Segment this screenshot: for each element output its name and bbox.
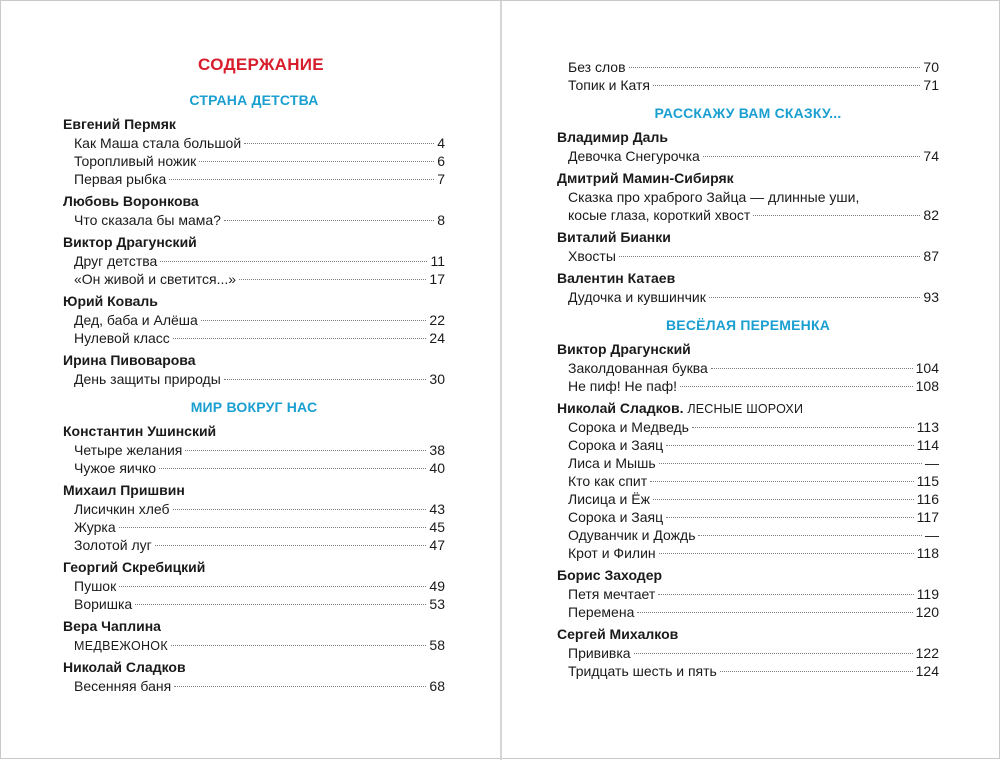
entry-page: 43 (429, 501, 445, 517)
toc-entry (557, 76, 939, 94)
entry-page: 4 (437, 135, 445, 151)
dot-leader (244, 143, 434, 144)
dot-leader (720, 671, 913, 672)
entry-title: Девочка Снегурочка (568, 148, 700, 164)
dot-leader (159, 468, 426, 469)
entry-title: День защиты природы (74, 371, 221, 387)
toc-entry-line (557, 206, 939, 224)
entry-page: 58 (429, 637, 445, 653)
toc-entry (557, 188, 939, 224)
dot-leader (629, 67, 921, 68)
dot-leader (650, 481, 914, 482)
author-name: Сергей Михалков (557, 626, 679, 642)
entry-title: Без слов (568, 59, 626, 75)
entry-title: «Он живой и светится...» (74, 271, 237, 287)
author-group (557, 228, 939, 265)
dot-leader (224, 220, 434, 221)
toc-entry (63, 134, 445, 152)
author-name: Юрий Коваль (63, 293, 158, 309)
dot-leader (224, 379, 427, 380)
author-group (557, 625, 939, 680)
toc-entry (63, 211, 445, 229)
toc-entry-line (557, 188, 939, 206)
entry-page: 45 (429, 519, 445, 535)
entry-page: 124 (915, 663, 939, 679)
page-gutter (500, 1, 502, 760)
author-group (557, 269, 939, 306)
toc-entry (557, 288, 939, 306)
toc-entry (557, 490, 939, 508)
dot-leader (171, 645, 427, 646)
author-name: Вера Чаплина (63, 618, 161, 634)
entry-page: 120 (915, 604, 939, 620)
entry-title-cont: косые глаза, короткий хвост (568, 207, 751, 223)
entry-title: Лисичкин хлеб (74, 501, 170, 517)
entry-page: 116 (916, 491, 939, 507)
entry-title: Пушок (74, 578, 117, 594)
entry-page: 17 (429, 271, 445, 287)
entry-page: 47 (429, 537, 445, 553)
toc-entry (63, 636, 445, 654)
dot-leader (659, 463, 922, 464)
toc-entry (63, 441, 445, 459)
dot-leader (709, 297, 921, 298)
toc-entry (557, 377, 939, 395)
entry-title: Петя мечтает (568, 586, 656, 602)
entry-title: Первая рыбка (74, 171, 167, 187)
dot-leader (619, 256, 921, 257)
author-name: Дмитрий Мамин-Сибиряк (557, 170, 734, 186)
dot-leader (703, 156, 921, 157)
entry-page: 104 (915, 360, 939, 376)
entry-page: 53 (429, 596, 445, 612)
toc-entry (557, 526, 939, 544)
entry-page: 11 (430, 253, 445, 269)
toc-entry (63, 595, 445, 613)
entry-title: Нулевой класс (74, 330, 170, 346)
dot-leader (174, 686, 426, 687)
entry-page: 119 (916, 586, 939, 602)
entry-page: 87 (923, 248, 939, 264)
toc-entry (557, 418, 939, 436)
toc-entry (557, 585, 939, 603)
author-group (63, 422, 445, 477)
dot-leader (169, 179, 434, 180)
toc-entry (557, 247, 939, 265)
dot-leader (637, 612, 912, 613)
page-title: СОДЕРЖАНИЕ (198, 55, 324, 74)
entry-title: Четыре желания (74, 442, 183, 458)
entry-title: Золотой луг (74, 537, 152, 553)
entry-title: Журка (74, 519, 116, 535)
entry-page: — (925, 527, 939, 543)
toc-entry (557, 662, 939, 680)
toc-entry (63, 329, 445, 347)
toc-entry (63, 536, 445, 554)
dot-leader (653, 85, 920, 86)
entry-title: Дед, баба и Алёша (74, 312, 198, 328)
entry-title: Сказка про храброго Зайца — длинные уши, (568, 189, 860, 205)
entry-page: 71 (923, 77, 939, 93)
toc-entry (63, 370, 445, 388)
dot-leader (155, 545, 427, 546)
entry-page: 70 (923, 59, 939, 75)
entry-title: Чужое яичко (74, 460, 157, 476)
toc-entry (557, 454, 939, 472)
toc-entry (557, 147, 939, 165)
entry-page: 114 (916, 437, 939, 453)
entry-page: 93 (923, 289, 939, 305)
entry-page: 115 (916, 473, 939, 489)
right-page (557, 58, 939, 684)
author-name: Виталий Бианки (557, 229, 671, 245)
entry-page: 74 (923, 148, 939, 164)
entry-title: Дудочка и кувшинчик (568, 289, 706, 305)
toc-entry (63, 459, 445, 477)
toc-entry (63, 311, 445, 329)
toc-entry (63, 170, 445, 188)
entry-title: Что сказала бы мама? (74, 212, 221, 228)
dot-leader (239, 279, 426, 280)
entry-title: Лисица и Ёж (568, 491, 650, 507)
entry-page: 6 (437, 153, 445, 169)
toc-entry (557, 436, 939, 454)
dot-leader (653, 499, 914, 500)
section-heading: СТРАНА ДЕТСТВА (189, 92, 319, 108)
toc-entry (63, 270, 445, 288)
toc-entry (557, 472, 939, 490)
entry-title: Перемена (568, 604, 635, 620)
entry-page: 117 (916, 509, 939, 525)
dot-leader (201, 320, 427, 321)
entry-title: Как Маша стала большой (74, 135, 242, 151)
entry-page: 82 (923, 207, 939, 223)
entry-title: Заколдованная буква (568, 360, 708, 376)
toc-entry (63, 577, 445, 595)
entry-title: Сорока и Медведь (568, 419, 689, 435)
entry-page: 49 (429, 578, 445, 594)
author-name: Валентин Катаев (557, 270, 676, 286)
dot-leader (173, 338, 427, 339)
author-name: Николай Сладков (63, 659, 186, 675)
author-group (63, 351, 445, 388)
entry-page: 7 (437, 171, 445, 187)
author-name: Георгий Скребицкий (63, 559, 206, 575)
author-group (557, 399, 939, 562)
entry-page: 122 (915, 645, 939, 661)
section-heading: ВЕСЁЛАЯ ПЕРЕМЕНКА (665, 317, 831, 333)
author-group (63, 115, 445, 188)
toc-entry (557, 359, 939, 377)
entry-page: 24 (429, 330, 445, 346)
author-name: Борис Заходер (557, 567, 663, 583)
toc-entry (557, 544, 939, 562)
entry-title: Прививка (568, 645, 631, 661)
entry-title: Лиса и Мышь (568, 455, 656, 471)
dot-leader (698, 535, 922, 536)
dot-leader (666, 445, 914, 446)
author-name: Михаил Пришвин (63, 482, 185, 498)
toc-entry (63, 500, 445, 518)
toc-entry (557, 644, 939, 662)
entry-title: Одуванчик и Дождь (568, 527, 696, 543)
dot-leader (119, 586, 426, 587)
entry-title: Хвосты (568, 248, 616, 264)
dot-leader (160, 261, 427, 262)
entry-title: Воришка (74, 596, 133, 612)
author-group (557, 128, 939, 165)
author-name: Ирина Пивоварова (63, 352, 196, 368)
entry-title: Тридцать шесть и пять (568, 663, 717, 679)
author-name: Виктор Драгунский (557, 341, 691, 357)
entry-title: Крот и Филин (568, 545, 656, 561)
author-group (63, 192, 445, 229)
dot-leader (185, 450, 426, 451)
toc-entry (557, 58, 939, 76)
entry-title: Не пиф! Не паф! (568, 378, 678, 394)
dot-leader (658, 594, 913, 595)
dot-leader (711, 368, 913, 369)
author-group (63, 481, 445, 554)
author-name: Любовь Воронкова (63, 193, 199, 209)
dot-leader (135, 604, 426, 605)
author-group (63, 233, 445, 288)
entry-page: 68 (429, 678, 445, 694)
dot-leader (666, 517, 914, 518)
dot-leader (173, 509, 427, 510)
entry-page: 118 (916, 545, 939, 561)
author-name: Владимир Даль (557, 129, 668, 145)
author-name: Николай Сладков. ЛЕСНЫЕ ШОРОХИ (557, 400, 804, 416)
dot-leader (199, 161, 434, 162)
toc-entry (63, 252, 445, 270)
author-cycle-title: ЛЕСНЫЕ ШОРОХИ (687, 402, 804, 416)
entry-page: 38 (429, 442, 445, 458)
author-group (557, 340, 939, 395)
entry-title: Сорока и Заяц (568, 509, 664, 525)
entry-title: Торопливый ножик (74, 153, 197, 169)
entry-page: 22 (429, 312, 445, 328)
author-group (63, 558, 445, 613)
dot-leader (634, 653, 913, 654)
toc-entry (63, 677, 445, 695)
toc-entry (63, 518, 445, 536)
right-lead-items (557, 58, 939, 94)
author-group (557, 566, 939, 621)
entry-title: Кто как спит (568, 473, 648, 489)
entry-page: — (925, 455, 939, 471)
dot-leader (659, 553, 914, 554)
author-name: Евгений Пермяк (63, 116, 176, 132)
dot-leader (680, 386, 913, 387)
entry-page: 8 (437, 212, 445, 228)
author-group (63, 292, 445, 347)
author-group (63, 617, 445, 654)
entry-page: 30 (429, 371, 445, 387)
left-sections (63, 91, 445, 695)
author-group (63, 658, 445, 695)
dot-leader (753, 215, 920, 216)
toc-entry (557, 603, 939, 621)
dot-leader (692, 427, 914, 428)
section-heading: РАССКАЖУ ВАМ СКАЗКУ... (654, 105, 842, 121)
author-name: Константин Ушинский (63, 423, 217, 439)
entry-page: 113 (916, 419, 939, 435)
author-group (557, 169, 939, 224)
right-sections (557, 104, 939, 680)
entry-title: МЕДВЕЖОНОК (74, 639, 168, 653)
left-page (63, 54, 445, 699)
entry-title: Весенняя баня (74, 678, 172, 694)
entry-title: Топик и Катя (568, 77, 650, 93)
entry-title: Сорока и Заяц (568, 437, 664, 453)
entry-title: Друг детства (74, 253, 158, 269)
entry-page: 40 (429, 460, 445, 476)
dot-leader (119, 527, 427, 528)
entry-page: 108 (915, 378, 939, 394)
toc-entry (557, 508, 939, 526)
section-heading: МИР ВОКРУГ НАС (190, 399, 318, 415)
author-name: Виктор Драгунский (63, 234, 197, 250)
toc-entry (63, 152, 445, 170)
